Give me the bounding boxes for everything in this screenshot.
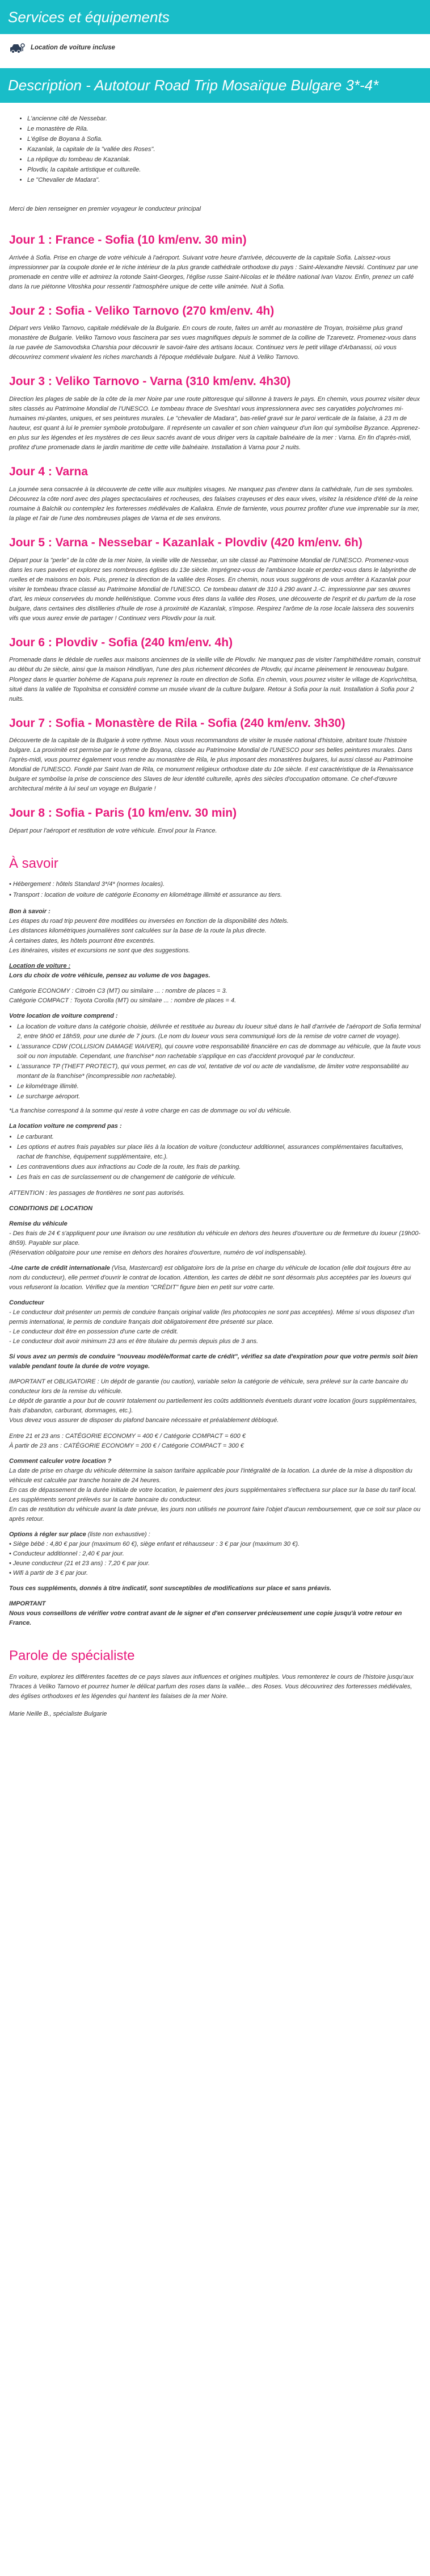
location-section [9,961,421,981]
day-text: Promenade dans le dédale de ruelles aux maisons anciennes de la vieille ville de Plovdiv. Ne manquez pas de visiter l'amphithéâtre romain, construit au début du 2e siècle, ainsi que la maison Hindliyan, l'une des plus richement décorées de Plovdiv, qui incarne pleinement le renouveau bulgare. Plongez dans le quartier bohème de Kapana puis reprenez la route en direction de Sofia. En chemin, vous pourrez visiter le village de Koprivchtitsa, situé dans la vallée de Topolnitsa et considéré comme un musée vivant de la culture bulgare. Retour à Sofia pour la nuit. Installation à Sofia pour 2 nuits. [9,656,421,702]
text-line: Les distances kilométriques journalières sont calculées sur la base de la route la plus directe. [9,927,267,935]
intro-text: Merci de bien renseigner en premier voyageur le conducteur principal [9,205,201,212]
text-line: (Réservation obligatoire pour une remise en dehors des horaires d'ouverture, numéro de vol indispensable). [9,1249,307,1256]
text-line: Catégorie COMPACT : Toyota Corolla (MT) ou similaire ... : nombre de places = 4. [9,997,237,1004]
day-text: Départ pour l'aéroport et restitution de votre véhicule. Envol pour la France. [9,827,217,835]
list-item: • Le "Chevalier de Madara". [27,175,421,185]
bon-a-savoir-title: Bon à savoir : [9,908,50,915]
comprend-list [17,1022,421,1102]
a-savoir-bullets [9,880,421,900]
services-item [0,34,430,68]
parole-text: En voiture, explorez les différentes facettes de ce pays slaves aux influences et origines multiples. Vous remonterez le cours de l'histoire jusqu'aux Thraces à Veliko Tarnovo et pourrez humer le délicat parfum des roses dans la vallée... des Roses. Vous découvrirez des forteresses médiévales, des églises orthodoxes et les légendes qui hantent les falaises de la mer Noire. [9,1673,414,1700]
day-title: Jour 7 : Sofia - Monastère de Rila - Sofia (240 km/env. 3h30) [9,716,345,730]
list-item: • La réplique du tombeau de Kazanlak. [27,155,421,165]
options-title: Options à régler sur place [9,1530,86,1538]
text-line: Vous devez vous assurer de disposer du plafond bancaire nécessaire et préalablement débloqué. [9,1417,279,1424]
conditions-title: CONDITIONS DE LOCATION [9,1205,93,1212]
car-rental-label: Location de voiture incluse [31,44,115,52]
attention-text: ATTENTION : les passages de frontières ne sont pas autorisés. [9,1189,185,1197]
text-line: - Des frais de 24 € s'appliquent pour une livraison ou une restitution du véhicule en dehors des heures d'ouverture ou de fermeture du loueur (19h00-8h59). Payable sur place. [9,1230,421,1247]
text-line: Les étapes du road trip peuvent être modifiées ou inversées en fonction de la disponibilité des hôtels. [9,918,289,925]
caution-section [9,1432,421,1451]
text-line: À partir de 23 ans : CATÉGORIE ECONOMY = 200 € / Catégorie COMPACT = 300 € [9,1442,244,1449]
text-line: • Siège bébé : 4,80 € par jour (maximum 60 €), siège enfant et réhausseur : 3 € par jour (maximum 30 €). [9,1540,300,1548]
text-line: - Le conducteur doit présenter un permis de conduire français original valide (les photocopies ne sont pas acceptées). Même si vous disposez d'un permis international, le permis de conduire français doit obligatoirement être présenté sur place. [9,1309,415,1326]
ne-comprend-section [9,1122,421,1182]
carte-title: -Une carte de crédit internationale [9,1264,110,1272]
list-item: • L'église de Boyana à Sofia. [27,135,421,144]
remise-title: Remise du véhicule [9,1220,68,1227]
nouveau-permis-text: Si vous avez un permis de conduire "nouveau modèle/format carte de crédit", vérifiez sa date d'expiration pour que votre permis soit bien valable pendant toute la durée de votre voyage. [9,1353,418,1370]
carte-text: (Visa, Mastercard) est obligatoire lors de la prise en charge du véhicule de location (elle doit toujours être au nom du conducteur), elle permet d'ouvrir le contrat de location. Attention, les cartes de débit ne sont désormais plus acceptées par les loueurs qui vous refuseront la location. Vérifiez que la mention "CRÉDIT" figure bien en petit sur votre carte. [9,1264,411,1291]
day-title: Jour 4 : Varna [9,465,88,479]
day-text: Découverte de la capitale de la Bulgarie à votre rythme. Nous vous recommandons de visiter le musée national d'histoire, abritant toute l'histoire bulgare. La proximité est permise par le rythme de Boyana, classée au Patrimoine Mondial de l'UNESCO pour ses belles peintures murales. Dans l'après-midi, vous pourrez également vous rendre au monastère de Rila, le plus imposant des monastères bulgares, lui aussi classé au Patrimoine Mondial de l'UNESCO. Fondé par Saint Ivan de Rila, ce monument religieux orthodoxe date du 10e siècle. Il est caractéristique de la Renaissance bulgare et symbolise la prise de conscience des Slaves de leur identité culturelle, après des siècles d'occupation ottomane. Ce chef-d'œuvre architectural mérite à lui seul un voyage en Bulgarie ! [9,737,414,793]
important-text: Nous vous conseillons de vérifier votre contrat avant de le signer et d'en conserver précieusement une copie jusqu'à votre retour en France. [9,1610,402,1627]
text-line: - Le conducteur doit avoir minimum 23 ans et être titulaire du permis depuis plus de 3 ans. [9,1338,259,1345]
conducteur-section [9,1298,421,1346]
depot-section [9,1377,421,1425]
options-section [9,1530,421,1578]
list-item: • Le surcharge aéroport. [17,1092,421,1102]
description-title: Description - Autotour Road Trip Mosaïque Bulgare 3*-4* [0,68,430,102]
text-line: En cas de restitution du véhicule avant la date prévue, les jours non utilisés ne pourront faire l'objet d'aucun remboursement, que ce soit sur place ou après retour. [9,1506,421,1523]
day-title: Jour 2 : Sofia - Veliko Tarnovo (270 km/env. 4h) [9,304,275,317]
day-title: Jour 8 : Sofia - Paris (10 km/env. 30 min) [9,806,237,820]
list-item: • Les contraventions dues aux infractions au Code de la route, les frais de parking. [17,1162,421,1172]
list-item: • Les options et autres frais payables sur place liés à la location de voiture (conducteur additionnel, assurances complémentaires facultatives, rachat de franchise, équipement supplémentaire, etc.). [17,1143,421,1162]
day-title: Jour 1 : France - Sofia (10 km/env. 30 min) [9,233,247,246]
text-line: IMPORTANT et OBLIGATOIRE : Un dépôt de garantie (ou caution), variable selon la catégorie de véhicule, sera prélevé sur la carte bancaire du conducteur lors de la remise du véhicule. [9,1378,408,1395]
a-savoir-title: À savoir [9,856,58,872]
list-item: • L'assurance TP (THEFT PROTECT), qui vous permet, en cas de vol, tentative de vol ou acte de vandalisme, de limiter votre responsabilité au montant de la franchise* (incompressible non rachetable). [17,1062,421,1081]
list-item: • Transport : location de voiture de catégorie Economy en kilométrage illimité et assurance au tiers. [9,892,283,899]
conducteur-title: Conducteur [9,1299,44,1306]
bon-a-savoir [9,907,421,955]
description-content [0,103,430,1725]
ne-comprend-title: La location voiture ne comprend pas : [9,1123,122,1130]
ne-comprend-list [17,1132,421,1182]
day-title: Jour 3 : Veliko Tarnovo - Varna (310 km/env. 4h30) [9,375,291,388]
text-line: • Conducteur additionnel : 2,40 € par jour. [9,1550,124,1558]
carte-section [9,1264,421,1293]
list-item: • L'assurance CDW (COLLISION DAMAGE WAIVER), qui couvre votre responsabilité financière en cas de dommage au véhicule, que la faute vous soit ou non imputable. Cependant, une franchise* non rachetable s'applique en cas d'accident provoqué par le conducteur. [17,1042,421,1061]
day-text: Direction les plages de sable de la côte de la mer Noire par une route pittoresque qui sillonne à travers le pays. En chemin, vous pourrez visiter deux sites classés au Patrimoine Mondial de l'UNESCO. Le tombeau thrace de Sveshtari vous impressionnera avec ses caryatides polychromes mi-humaines mi-plantes, uniques, et ses peintures murales. Le "chevalier de Madara", bas-relief gravé sur le paroi verticale de la falaise, à 23 m de hauteur, est quant à lui le premier symbole protobulgare. Il représente un cavalier et son chien vainqueur d'un lion qui symbolise Byzance. Apprenez-en plus sur les légendes et les mystères de ces lieux sacrés avant de vous diriger vers la capitale balnéaire de la mer : Varna. En fin d'après-midi, profitez d'une promenade dans le jardin maritime de cette ville balnéaire. Installation à Varna pour 2 nuits. [9,395,420,451]
car-key-icon [9,42,25,55]
franchise-note: *La franchise correspond à la somme qui reste à votre charge en cas de dommage ou vol du véhicule. [9,1107,292,1115]
day-text: Départ vers Veliko Tarnovo, capitale médiévale de la Bulgarie. En cours de route, faites un arrêt au monastère de Troyan, troisième plus grand monastère de Bulgarie. Veliko Tarnovo vous fascinera par ses vues magnifiques depuis le sommet de la colline de Tzarevetz. Promenez-vous dans la rue pavée de Samovodska Charshia pour découvrir le savoir-faire des artisans locaux. Continuez vers le petit village d'Arbanassi, où vous découvrirez comment vivaient les riches marchands à l'époque médiévale bulgare. Nuit à Veliko Tarnovo. [9,325,416,361]
list-item: • Les frais en cas de surclassement ou de changement de catégorie de véhicule. [17,1173,421,1182]
text-line: Le dépôt de garantie a pour but de couvrir totalement ou partiellement les coûts additionnels éventuels durant votre location (jours supplémentaires, frais d'abandon, carburant, dommages, etc.). [9,1398,418,1415]
list-item: • Hébergement : hôtels Standard 3*/4* (normes locales). [9,881,165,888]
services-title: Services et équipements [0,0,430,34]
list-item: • L'ancienne cité de Nessebar. [27,114,421,124]
list-item: • Le monastère de Rila. [27,124,421,134]
list-item: • Plovdiv, la capitale artistique et culturelle. [27,165,421,175]
comprend-title: Votre location de voiture comprend : [9,1012,118,1019]
text-line: • Jeune conducteur (21 et 23 ans) : 7,20 € par jour. [9,1560,150,1567]
calcul-section [9,1457,421,1524]
text-line: À certaines dates, les hôtels pourront être excentrés. [9,937,155,944]
options-heading [9,1530,421,1540]
text-line: Entre 21 et 23 ans : CATÉGORIE ECONOMY = 400 € / Catégorie COMPACT = 600 € [9,1432,246,1440]
remise-section [9,1219,421,1258]
day-text: La journée sera consacrée à la découverte de cette ville aux multiples visages. Ne manquez pas d'entrer dans la cathédrale, l'un de ses symboles. Découvrez la côte nord avec des plages spectaculaires et rocheuses, des falaises crayeuses et des eaux vives, visitez la résidence d'été de la reine roumaine à Balchik ou contemplez les forteresses médiévales de Kaliakra. Envie de farniente, vous pourrez profiter d'une vue imprenable sur la mer, la plage et l'air de l'une des nombreuses plages de Varna et de ses environs. [9,486,420,522]
supplements-text: Tous ces suppléments, donnés à titre indicatif, sont susceptibles de modifications sur place et sans préavis. [9,1585,332,1592]
day-title: Jour 5 : Varna - Nessebar - Kazanlak - Plovdiv (420 km/env. 6h) [9,536,362,549]
day-text: Départ pour la "perle" de la côte de la mer Noire, la vieille ville de Nessebar, un site classé au Patrimoine Mondial de l'UNESCO. Promenez-vous dans les rues pavées et explorez ses nombreuses églises du 13e siècle. Imprégnez-vous de l'ambiance locale et perdez-vous dans le labyrinthe de ruelles et de maisons en bois. Puis, prenez la direction de la vallée des Roses. En chemin, nous vous suggérons de vous arrêter à Kazanlak pour visiter le tombeau thrace classé au Patrimoine Mondial de l'UNESCO. Ce tombeau datant de 310 à 290 avant J.-C. impressionne par ses œuvres d'art, les mieux conservées du monde hellénistique. Comme vous êtes dans la vallée des Roses, une découverte de l'esprit et du parfum de la rose bulgare, dans certaines des distilleries d'huile de rose à proximité de Kazanlak, s'impose. Respirez l'arôme de la rose locale laissera des souvenirs vifs que vous aurez envie de partager ! Continuez vers Plovdiv pour la nuit. [9,557,416,622]
list-item: • Kazanlak, la capitale de la "vallée des Roses". [27,145,421,154]
text-line: Catégorie ECONOMY : Citroën C3 (MT) ou similaire ... : nombre de places = 3. [9,987,227,994]
list-item: • Le kilométrage illimité. [17,1082,421,1092]
text-line: En cas de dépassement de la durée initiale de votre location, le paiement des jours supplémentaires s'effectuera sur place sur la base du tarif local. Les suppléments seront prélevés sur la carte bancaire du conducteur. [9,1486,417,1503]
location-title: Location de voiture : [9,962,71,969]
comprend-section [9,1011,421,1116]
text-line: • Wifi à partir de 3 € par jour. [9,1570,88,1577]
parole-title: Parole de spécialiste [9,1648,135,1664]
text-line: La date de prise en charge du véhicule détermine la saison tarifaire applicable pour l'intégralité de la location. La durée de la mise à disposition du véhicule est calculée par tranche horaire de 24 heures. [9,1467,412,1484]
important-section [9,1599,421,1628]
categories [9,986,421,1006]
list-item: • Le carburant. [17,1132,421,1142]
text-line: - Le conducteur doit être en possession d'une carte de crédit. [9,1328,179,1336]
day-text: Arrivée à Sofia. Prise en charge de votre véhicule à l'aéroport. Suivant votre heure d'arrivée, découverte de la capitale Sofia. Laissez-vous impressionner par la coupole dorée et le riche intérieur de la plus grande cathédrale orthodoxe du pays : Saint-Alexandre Nevski. Continuez par une promenade en centre ville et admirez la rotonde Saint-Georges, l'église russe Saint-Nicolas et le théâtre national Ivan Vazov. Enfin, prenez un café dans la rue piétonne Vitoshka pour ressentir l'atmosphère unique de cette ville animée. Nuit à Sofia. [9,254,418,290]
highlights-list [27,114,421,185]
important-title: IMPORTANT [9,1600,46,1608]
location-subtitle: Lors du choix de votre véhicule, pensez au volume de vos bagages. [9,972,210,979]
calcul-title: Comment calculer votre location ? [9,1457,112,1465]
options-note: (liste non exhaustive) : [87,1530,150,1538]
day-title: Jour 6 : Plovdiv - Sofia (240 km/env. 4h) [9,635,233,649]
text-line: Les itinéraires, visites et excursions ne sont que des suggestions. [9,947,191,954]
list-item: • La location de voiture dans la catégorie choisie, délivrée et restituée au bureau du loueur situé dans le hall d'arrivée de l'aéroport de Sofia terminal 2, entre 9h00 et 18h59, pour une durée de 7 jours. (Le nom du loueur vous sera communiqué lors de la remise de votre carnet de voyage). [17,1022,421,1042]
signature: Marie Neille B., spécialiste Bulgarie [9,1710,107,1717]
